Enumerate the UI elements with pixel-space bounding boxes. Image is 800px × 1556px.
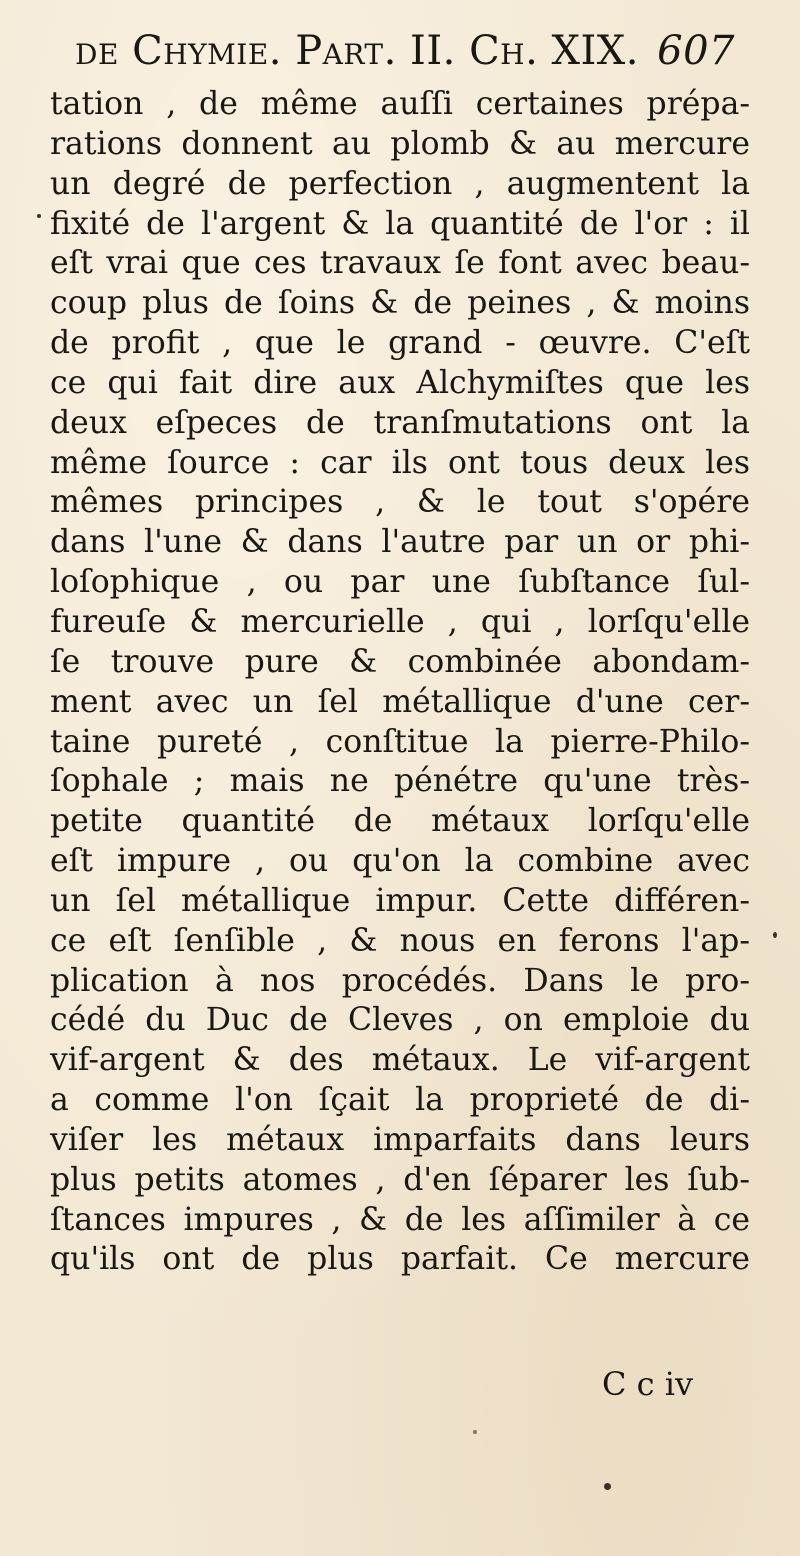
- text-line: un degré de perfection , augmentent la: [50, 165, 750, 202]
- text-line: mêmes principes , & le tout s'opére: [50, 484, 750, 521]
- text-line: ce qui fait dire aux Alchymiſtes que les: [50, 364, 750, 401]
- ink-speck: [604, 1483, 611, 1490]
- text-line: cédé du Duc de Cleves , on emploie du: [50, 1002, 750, 1039]
- text-line: ſe trouve pure & combinée abondam-: [50, 643, 750, 680]
- ink-speck: [37, 214, 41, 218]
- text-line: viſer les métaux imparfaits dans leurs: [50, 1121, 750, 1158]
- running-head: de Chymie. Part. II. Ch. XIX.: [75, 28, 639, 74]
- page-header: [75, 28, 735, 80]
- text-line: fureuſe & mercurielle , qui , lorſqu'elle: [50, 603, 750, 640]
- text-line: loſophique , ou par une ſubſtance ſul-: [50, 564, 750, 601]
- text-line: de profit , que le grand - œuvre. C'eſt: [50, 325, 750, 362]
- text-line: ce eſt ſenſible , & nous en ferons l'ap-: [50, 922, 750, 959]
- ink-speck: [473, 1430, 477, 1434]
- text-line: un ſel métallique impur. Cette différen-: [50, 882, 750, 919]
- text-line: qu'ils ont de plus parfait. Ce mercure: [50, 1241, 750, 1278]
- text-line: tation , de même auſſi certaines prépa-: [50, 86, 750, 122]
- body-text: [50, 85, 750, 1280]
- text-line: plus petits atomes , d'en ſéparer les ſub-: [50, 1161, 750, 1198]
- signature-mark: C c iv: [602, 1365, 694, 1403]
- text-line: eſt impure , ou qu'on la combine avec: [50, 843, 750, 880]
- text-line: fixité de l'argent & la quantité de l'or : il: [50, 205, 750, 242]
- text-line: taine pureté , conſtitue la pierre-Philo-: [50, 723, 750, 760]
- text-line: ſtances impures , & de les aſſimiler à ce: [50, 1201, 750, 1238]
- page-number: 607: [657, 28, 735, 74]
- text-line: ment avec un ſel métallique d'une cer-: [50, 683, 750, 720]
- text-line: même ſource : car ils ont tous deux les: [50, 444, 750, 481]
- text-line: eſt vrai que ces travaux ſe font avec beau-: [50, 245, 750, 282]
- text-line: plication à nos procédés. Dans le pro-: [50, 962, 750, 999]
- text-line: a comme l'on ſçait la proprieté de di-: [50, 1082, 750, 1119]
- text-line: dans l'une & dans l'autre par un or phi-: [50, 524, 750, 561]
- text-line: vif-argent & des métaux. Le vif-argent: [50, 1042, 750, 1079]
- text-line: rations donnent au plomb & au mercure: [50, 125, 750, 162]
- ink-speck: [773, 932, 777, 938]
- text-line: petite quantité de métaux lorſqu'elle: [50, 803, 750, 840]
- text-line: deux eſpeces de tranſmutations ont la: [50, 404, 750, 441]
- text-line: ſophale ; mais ne pénétre qu'une très-: [50, 763, 750, 800]
- text-line: coup plus de ſoins & de peines , & moins: [50, 285, 750, 322]
